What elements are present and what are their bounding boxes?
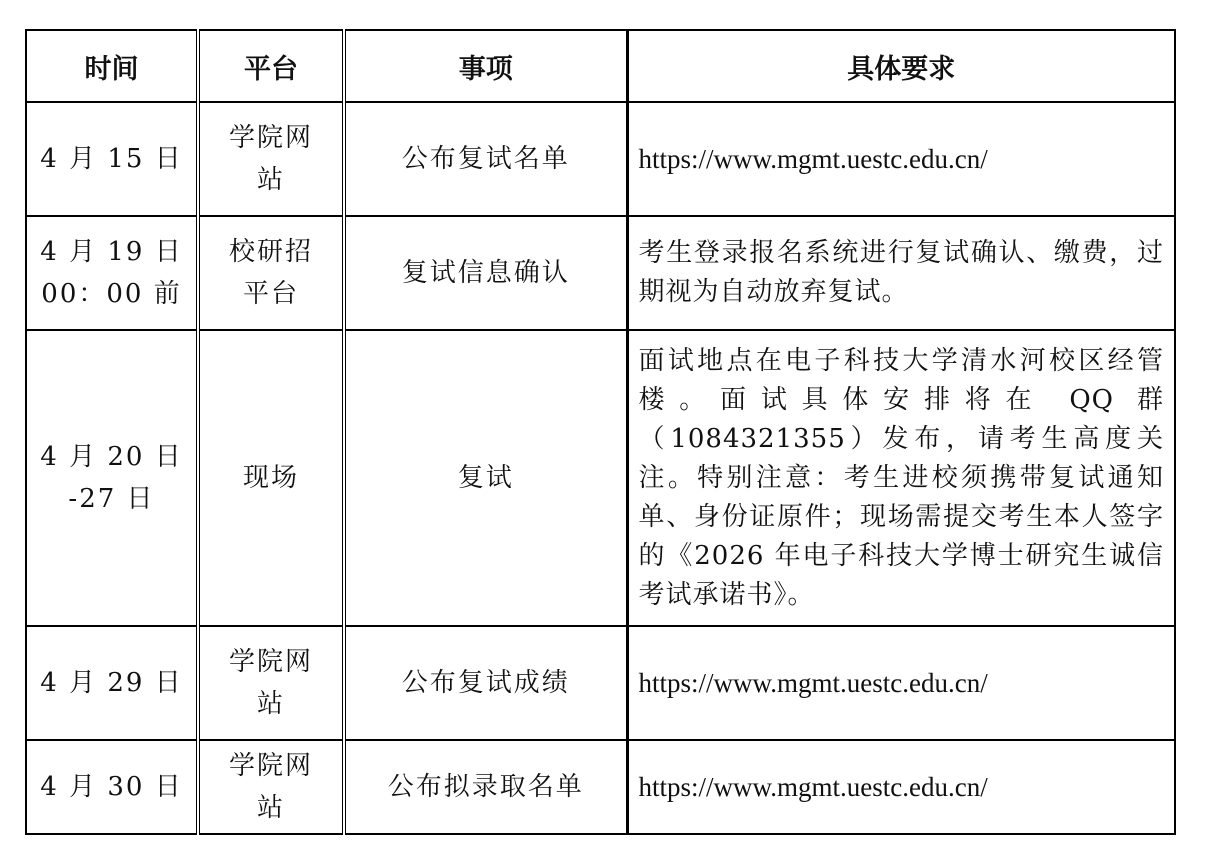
cell-time [26, 102, 198, 216]
header-requirement: 具体要求 [627, 30, 1175, 102]
header-item: 事项 [344, 30, 627, 102]
cell-time [26, 626, 198, 740]
schedule-table [25, 29, 1176, 835]
cell-requirement: 考生登录报名系统进行复试确认、缴费，过期视为自动放弃复试。 [627, 216, 1175, 330]
time-line: 4 月 15 日 [40, 144, 183, 174]
cell-item: 公布复试成绩 [344, 626, 627, 740]
cell-requirement: 面试地点在电子科技大学清水河校区经管楼。面试具体安排将在 QQ 群（1084321355）发布，请考生高度关注。特别注意：考生进校须携带复试通知单、身份证原件；现场需提交考生本人签字的《2026 年电子科技大学博士研究生诚信考试承诺书》。 [627, 330, 1175, 626]
table-row [26, 102, 1175, 216]
time-line: 00：00 前 [41, 279, 182, 309]
time-line: 4 月 30 日 [40, 772, 183, 802]
table-row [26, 216, 1175, 330]
time-line: 4 月 29 日 [40, 668, 183, 698]
cell-requirement-link[interactable]: https://www.mgmt.uestc.edu.cn/ [627, 740, 1175, 834]
time-line: -27 日 [68, 484, 155, 514]
cell-platform: 现场 [198, 330, 344, 626]
cell-platform: 校研招平台 [198, 216, 344, 330]
header-time: 时间 [26, 30, 198, 102]
table-row [26, 626, 1175, 740]
cell-requirement-link[interactable]: https://www.mgmt.uestc.edu.cn/ [627, 626, 1175, 740]
table-row [26, 740, 1175, 834]
table-header-row [26, 30, 1175, 102]
cell-item: 公布拟录取名单 [344, 740, 627, 834]
cell-item: 复试 [344, 330, 627, 626]
cell-time [26, 740, 198, 834]
cell-time [26, 330, 198, 626]
header-platform: 平台 [198, 30, 344, 102]
cell-requirement-link[interactable]: https://www.mgmt.uestc.edu.cn/ [627, 102, 1175, 216]
time-line: 4 月 20 日 [40, 442, 183, 472]
cell-platform: 学院网站 [198, 740, 344, 834]
cell-time [26, 216, 198, 330]
cell-platform: 学院网站 [198, 626, 344, 740]
cell-item: 公布复试名单 [344, 102, 627, 216]
cell-platform: 学院网站 [198, 102, 344, 216]
table-row [26, 330, 1175, 626]
time-line: 4 月 19 日 [40, 237, 183, 267]
cell-item: 复试信息确认 [344, 216, 627, 330]
